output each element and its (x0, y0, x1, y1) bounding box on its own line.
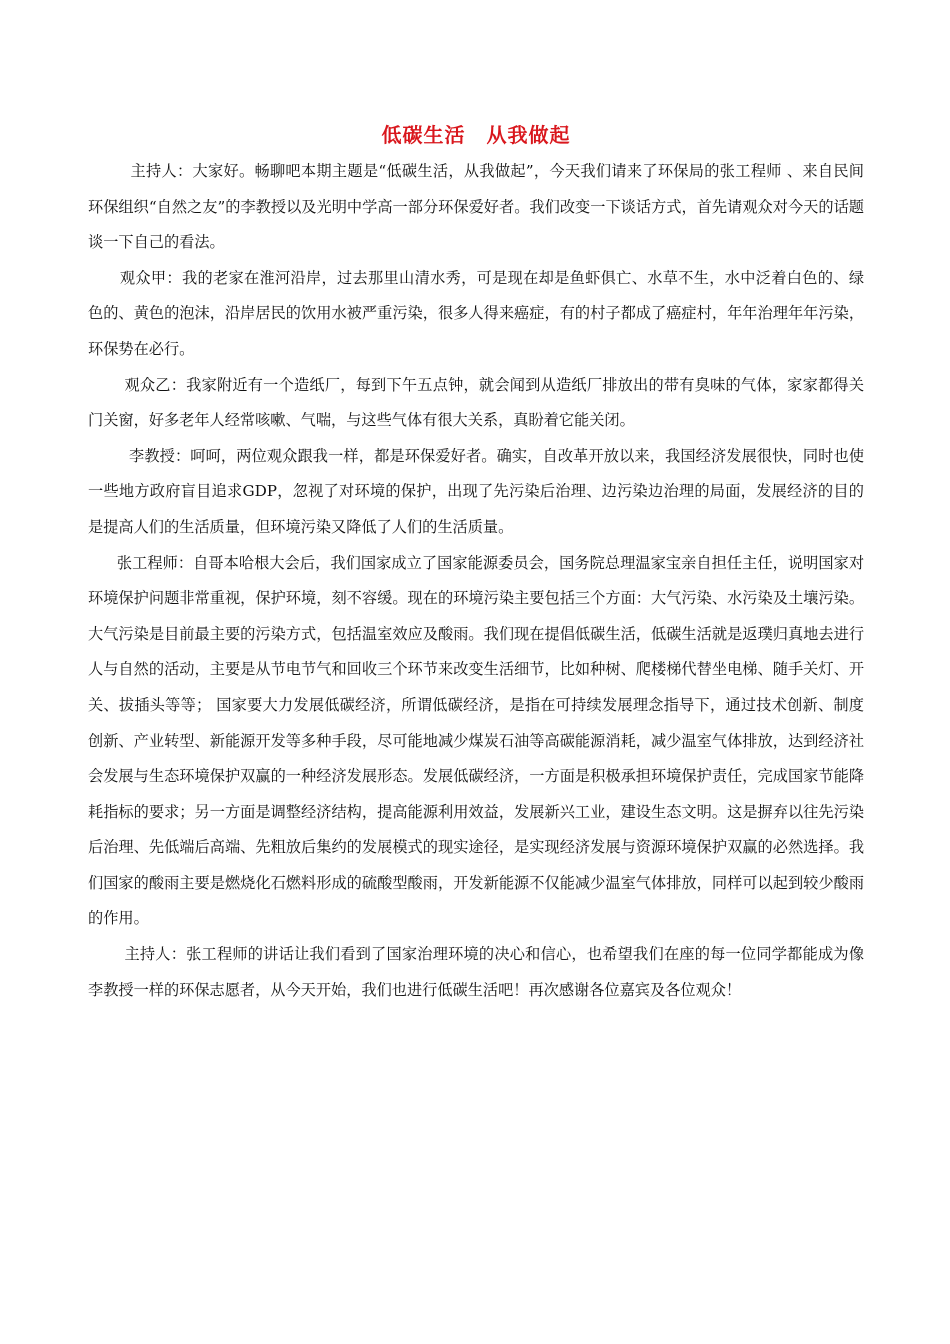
document-title: 低碳生活 从我做起 (381, 123, 571, 147)
paragraph-audience-b: 观众乙：我家附近有一个造纸厂，每到下午五点钟，就会闻到从造纸厂排放出的带有臭味的气体，家家都得关门关窗，好多老年人经常咳嗽、气喘，与这些气体有很大关系，真盼着它能关闭。 (88, 375, 864, 430)
paragraph-professor-li: 李教授：呵呵，两位观众跟我一样，都是环保爱好者。确实，自改革开放以来，我国经济发展很快，同时也使一些地方政府盲目追求GDP，忽视了对环境的保护，出现了先污染后治理、边污染边治理的局面，发展经济的目的是提高人们的生活质量，但环境污染又降低了人们的生活质量。 (88, 446, 864, 536)
document-page (88, 118, 864, 1008)
paragraph-engineer-zhang: 张工程师：自哥本哈根大会后，我们国家成立了国家能源委员会，国务院总理温家宝亲自担任主任，说明国家对环境保护问题非常重视，保护环境，刻不容缓。现在的环境污染主要包括三个方面：大气污染、水污染及土壤污染。大气污染是目前最主要的污染方式，包括温室效应及酸雨。我们现在提倡低碳生活，低碳生活就是返璞归真地去进行人与自然的活动，主要是从节电节气和回收三个环节来改变生活细节，比如种树、爬楼梯代替坐电梯、随手关灯、开关、拔插头等等； 国家要大力发展低碳经济，所谓低碳经济，是指在可持续发展理念指导下，通过技术创新、制度创新、产业转型、新能源开发等多种手段，尽可能地减少煤炭石油等高碳能源消耗，减少温室气体排放，达到经济社会发展与生态环境保护双赢的一种经济发展形态。发展低碳经济，一方面是积极承担环境保护责任，完成国家节能降耗指标的要求；另一方面是调整经济结构，提高能源利用效益，发展新兴工业，建设生态文明。这是摒弃以往先污染后治理、先低端后高端、先粗放后集约的发展模式的现实途径，是实现经济发展与资源环境保护双赢的必然选择。我们国家的酸雨主要是燃烧化石燃料形成的硫酸型酸雨，开发新能源不仅能减少温室气体排放，同样可以起到较少酸雨的作用。 (88, 553, 864, 928)
paragraph-audience-a: 观众甲：我的老家在淮河沿岸，过去那里山清水秀，可是现在却是鱼虾俱亡、水草不生，水中泛着白色的、绿色的、黄色的泡沫，沿岸居民的饮用水被严重污染，很多人得来癌症，有的村子都成了癌症村，年年治理年年污染，环保势在必行。 (88, 268, 864, 358)
paragraph-host-opening: 主持人：大家好。畅聊吧本期主题是“低碳生活，从我做起”，今天我们请来了环保局的张工程师 、来自民间环保组织“自然之友”的李教授以及光明中学高一部分环保爱好者。我们改变一下谈话方式，首先请观众对今天的话题谈一下自己的看法。 (88, 162, 864, 252)
paragraph-host-closing: 主持人：张工程师的讲话让我们看到了国家治理环境的决心和信心，也希望我们在座的每一位同学都能成为像李教授一样的环保志愿者，从今天开始，我们也进行低碳生活吧！再次感谢各位嘉宾及各位观众！ (88, 945, 864, 999)
